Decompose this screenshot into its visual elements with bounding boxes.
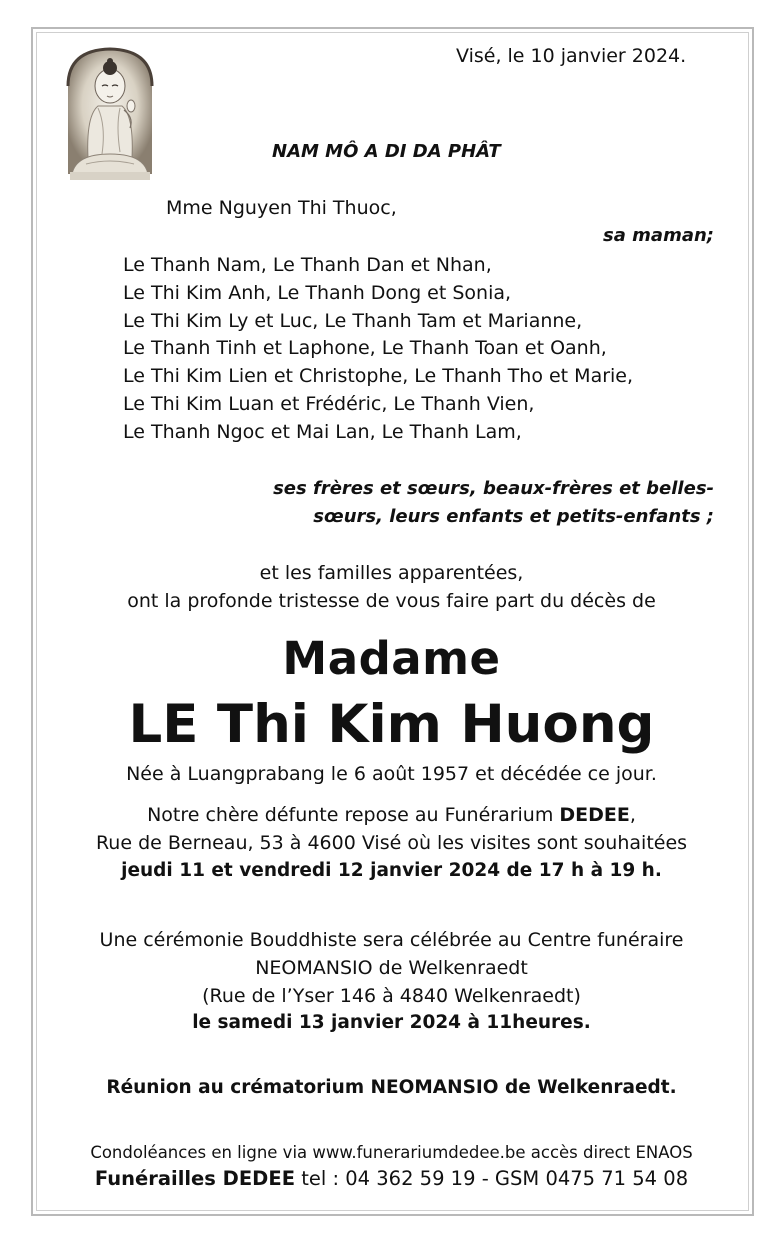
reunion-line: Réunion au crématorium NEOMANSIO de Welkenraedt. <box>106 1077 677 1098</box>
ceremony-line-2: NEOMANSIO de Welkenraedt <box>255 957 528 979</box>
sibling-line: Le Thanh Ngoc et Mai Lan, Le Thanh Lam, <box>123 420 522 443</box>
deceased-name: LE Thi Kim Huong <box>128 694 655 755</box>
visitation-suffix: , <box>629 804 636 826</box>
funeral-home-name: DEDEE <box>559 804 630 826</box>
ceremony-line-1: Une cérémonie Bouddhiste sera célébrée au Centre funéraire <box>99 929 684 951</box>
sibling-line: Le Thi Kim Ly et Luc, Le Thanh Tam et Marianne, <box>123 309 583 332</box>
sibling-line: Le Thi Kim Lien et Christophe, Le Thanh Tho et Marie, <box>123 365 634 388</box>
condolences-line: Condoléances en ligne via www.funerariumdedee.be accès direct ENAOS <box>90 1143 693 1162</box>
invocation: NAM MÔ A DI DA PHÂT <box>272 141 501 162</box>
ceremony-date: le samedi 13 janvier 2024 à 11heures. <box>192 1012 591 1033</box>
mother-relation: sa maman; <box>603 225 714 246</box>
mother-name: Mme Nguyen Thi Thuoc, <box>166 197 397 219</box>
visitation-dates: jeudi 11 et vendredi 12 janvier 2024 de 17 h à 19 h. <box>121 860 662 881</box>
sibling-line: Le Thanh Nam, Le Thanh Dan et Nhan, <box>123 254 492 276</box>
deceased-title: Madame <box>282 632 501 685</box>
sibling-line: Le Thi Kim Luan et Frédéric, Le Thanh Vien, <box>123 392 535 415</box>
siblings-list <box>123 252 633 447</box>
contact-numbers: tel : 04 362 59 19 - GSM 0475 71 54 08 <box>295 1167 689 1190</box>
sibling-line: Le Thanh Tinh et Laphone, Le Thanh Toan et Oanh, <box>123 337 607 360</box>
ceremony-line-3: (Rue de l’Yser 146 à 4840 Welkenraedt) <box>202 985 581 1007</box>
visitation-line-1 <box>36 804 747 826</box>
visitation-line-2: Rue de Berneau, 53 à 4600 Visé où les visites sont souhaitées <box>95 832 688 854</box>
buddha-icon <box>62 46 158 184</box>
siblings-relation-2: sœurs, leurs enfants et petits-enfants ; <box>313 506 714 527</box>
sibling-line: Le Thi Kim Anh, Le Thanh Dong et Sonia, <box>123 281 512 304</box>
company-name: Funérailles DEDEE <box>94 1167 296 1190</box>
visitation-prefix: Notre chère défunte repose au Funérarium <box>147 804 560 826</box>
announcement-line-2: ont la profonde tristesse de vous faire part du décès de <box>127 590 656 612</box>
date-line: Visé, le 10 janvier 2024. <box>456 45 687 67</box>
birth-death: Née à Luangprabang le 6 août 1957 et décédée ce jour. <box>126 763 657 785</box>
contact-line <box>36 1167 747 1190</box>
siblings-relation-1: ses frères et sœurs, beaux-frères et belles- <box>273 478 714 499</box>
announcement-line-1: et les familles apparentées, <box>259 562 524 584</box>
